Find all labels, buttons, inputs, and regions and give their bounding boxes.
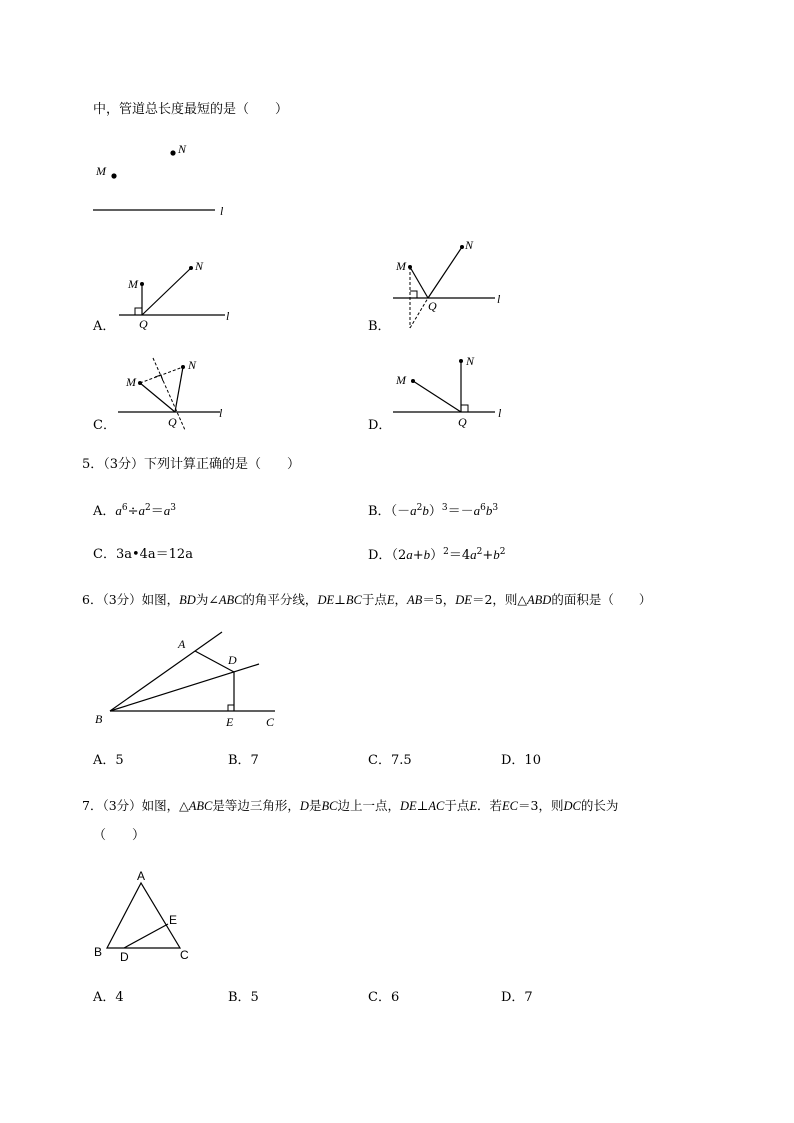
label-n: N	[466, 354, 475, 368]
label-a: A	[178, 637, 186, 651]
label-n: N	[195, 259, 204, 273]
q7-figure	[88, 866, 208, 966]
label-d: D	[228, 653, 237, 667]
q6-option-d[interactable]: D．10	[501, 753, 541, 768]
q4-main-figure	[88, 138, 248, 223]
label-n: N	[188, 358, 197, 372]
label-m: M	[396, 259, 406, 273]
q6-option-b[interactable]: B．7	[228, 753, 259, 768]
q4-option-c-letter[interactable]: C．	[93, 418, 116, 433]
label-q: Q	[139, 317, 148, 331]
label-m: M	[96, 164, 106, 178]
q4-option-d-figure	[390, 348, 515, 433]
label-l: l	[219, 406, 223, 420]
q4-option-c-figure	[115, 350, 240, 435]
q4-option-b-figure	[390, 238, 515, 333]
label-q: Q	[458, 415, 467, 429]
point-m	[111, 173, 116, 178]
point-n	[170, 150, 175, 155]
label-e: E	[226, 715, 234, 729]
label-d: D	[120, 950, 129, 964]
label-n: N	[465, 238, 474, 252]
label-q: Q	[168, 415, 177, 429]
label-l: l	[220, 204, 224, 218]
q7-option-c[interactable]: C．6	[368, 990, 400, 1005]
q7-option-b[interactable]: B．5	[228, 990, 259, 1005]
q4-option-a-letter[interactable]: A．	[93, 319, 116, 334]
label-b: B	[95, 712, 103, 726]
q7-option-d[interactable]: D．7	[501, 990, 533, 1005]
q7-option-a[interactable]: A．4	[93, 990, 124, 1005]
label-m: M	[128, 277, 138, 291]
q4-option-d-letter[interactable]: D．	[368, 418, 392, 433]
q4-option-b-letter[interactable]: B．	[368, 319, 391, 334]
q6-option-c[interactable]: C．7.5	[368, 753, 412, 768]
q6-option-a[interactable]: A．5	[93, 753, 124, 768]
q5-option-b[interactable]: B．$(-a^2b)^3=-a^6b^3$	[368, 503, 499, 519]
q7-stem: 7．（3分）如图，△ABC是等边三角形，D是BC边上一点，DE⊥AC于点E．若EC＝3，则DC的长为	[82, 798, 619, 813]
q5-option-d[interactable]: D．$(2a+b)^2=4a^2+b^2$	[368, 547, 506, 563]
label-q: Q	[428, 299, 437, 313]
label-c: C	[180, 948, 189, 962]
label-m: M	[126, 375, 136, 389]
label-e: E	[169, 913, 178, 927]
q7-stem-line2: （ ）	[93, 828, 146, 843]
label-l: l	[226, 309, 230, 323]
q6-stem: 6．（3分）如图，BD为∠ABC的角平分线，DE⊥BC于点E，AB＝5，DE＝2，则△ABD的面积是（ ）	[82, 592, 652, 607]
label-b: B	[94, 945, 103, 959]
q5-option-c[interactable]: C．3a•4a＝12a	[93, 547, 193, 562]
q4-option-a-figure	[115, 252, 240, 332]
label-l: l	[497, 292, 501, 306]
q5-option-a[interactable]: A．$a^6\div a^2=a^3$	[93, 503, 177, 519]
label-n: N	[178, 142, 187, 156]
label-m: M	[396, 373, 406, 387]
q4-stem: 中，管道总长度最短的是（ ）	[93, 102, 289, 117]
q5-stem: 5．（3分）下列计算正确的是（ ）	[82, 457, 301, 472]
label-l: l	[498, 406, 502, 420]
label-c: C	[266, 715, 275, 729]
q6-figure	[88, 625, 288, 735]
label-a: A	[137, 869, 146, 883]
